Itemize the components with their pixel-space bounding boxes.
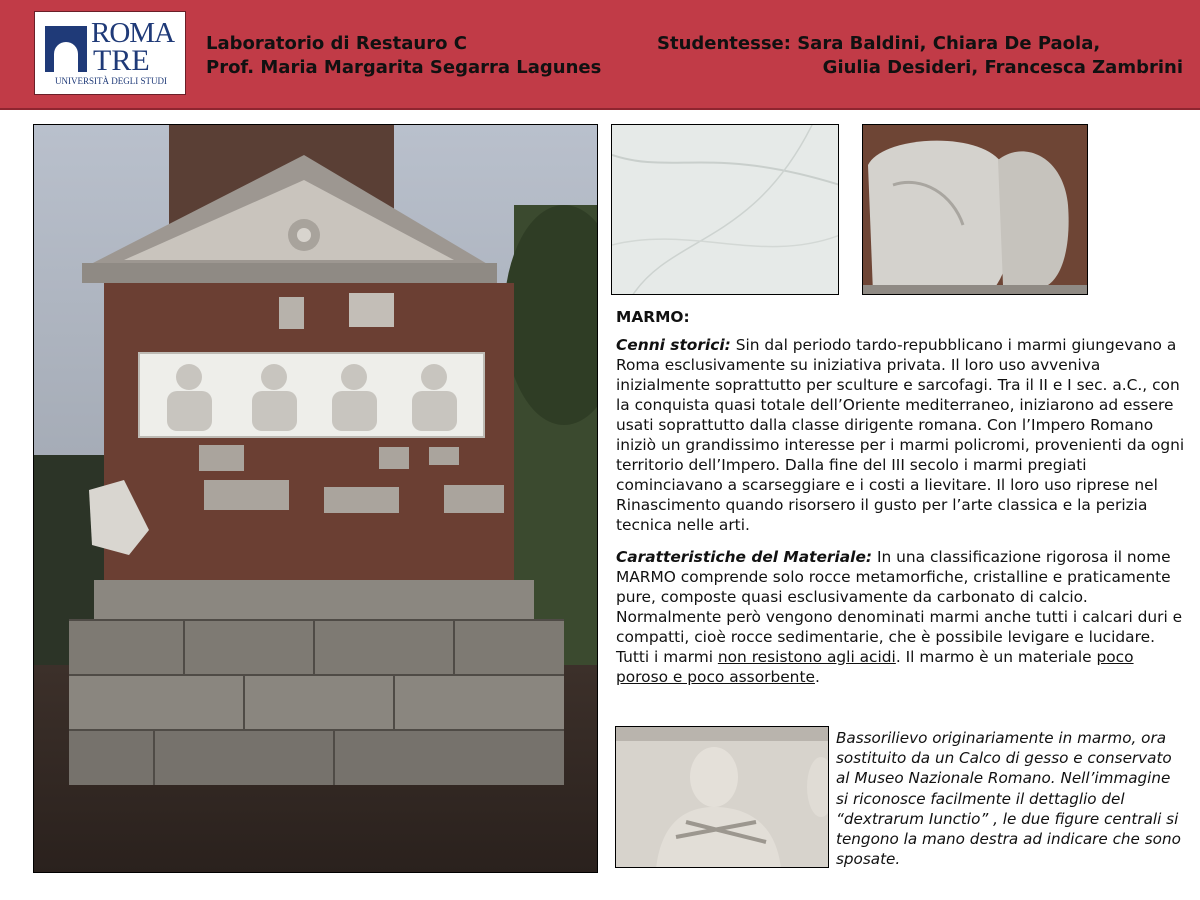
header-bar <box>0 0 1200 110</box>
history-text: Sin dal periodo tardo-repubblicano i marmi giungevano a Roma esclusivamente su iniziativa privata. Il loro uso avveniva inizialmente soprattutto per sculture e sarcofagi. Tra il II e I sec. a.C., con la conquista quasi totale dell’Oriente mediterraneo, iniziarono ad essere usati soprattutto dalla classe dirigente romana. Con l’Impero Romano iniziò un grandissimo interesse per i marmi policromi, provenienti da ogni territorio dell’Impero. Dalla fine del III secolo i marmi pregiati cominciavano a scarseggiare e i costi a lievitare. Il loro uso riprese nel Rinascimento quando risorsero il gusto per l’arte classica e la perizia tecnica nelle arti. <box>616 336 1185 534</box>
material-text-3: . <box>814 668 820 686</box>
professor-name: Prof. Maria Margarita Segarra Lagunes <box>206 57 602 78</box>
sculpture-fragment-photo <box>862 124 1088 295</box>
roma-tre-logo <box>34 11 186 95</box>
history-paragraph <box>616 335 1186 535</box>
bas-relief-photo <box>615 726 829 868</box>
marble-texture-image <box>612 125 839 295</box>
students-line-2: Giulia Desideri, Francesca Zambrini <box>822 57 1183 78</box>
section-title: MARMO: <box>616 308 690 326</box>
history-label: Cenni storici: <box>616 336 731 354</box>
material-paragraph <box>616 547 1186 687</box>
material-text-2: . Il marmo è un materiale <box>895 648 1097 666</box>
logo-tre-text: TRE <box>93 44 150 77</box>
logo-roma-text: ROMA <box>91 17 175 49</box>
bas-relief-image <box>616 727 829 868</box>
bas-relief-caption: Bassorilievo originariamente in marmo, ora sostituito da un Calco di gesso e conservato al Museo Nazionale Romano. Nell’immagine si riconosce facilmente il dettaglio del “dextrarum Iunctio” , le due figure centrali si tengono la mano destra ad indicare che sono sposate. <box>836 729 1181 869</box>
logo-university-text: UNIVERSITÀ DEGLI STUDI <box>55 76 167 86</box>
monument-image <box>34 125 598 873</box>
course-title: Laboratorio di Restauro C <box>206 33 467 54</box>
sculpture-fragment-image <box>863 125 1088 295</box>
monument-photo <box>33 124 598 873</box>
acid-note: non resistono agli acidi <box>717 648 896 666</box>
students-line-1: Studentesse: Sara Baldini, Chiara De Paola, <box>657 33 1101 54</box>
marble-description <box>616 307 1186 699</box>
marble-texture-photo <box>611 124 839 295</box>
porosity-note: poco poroso e poco assorbente <box>616 648 1134 686</box>
material-label: Caratteristiche del Materiale: <box>616 548 873 566</box>
material-text-1: In una classificazione rigorosa il nome MARMO comprende solo rocce metamorfiche, cristalline e praticamente pure, composte quasi esclusivamente da carbonato di calcio. Normalmente però vengono denominati marmi anche tutti i calcari duri e compatti, cioè rocce sedimentarie, che è possibile levigare e lucidare. Tutti i marmi <box>616 548 1183 666</box>
